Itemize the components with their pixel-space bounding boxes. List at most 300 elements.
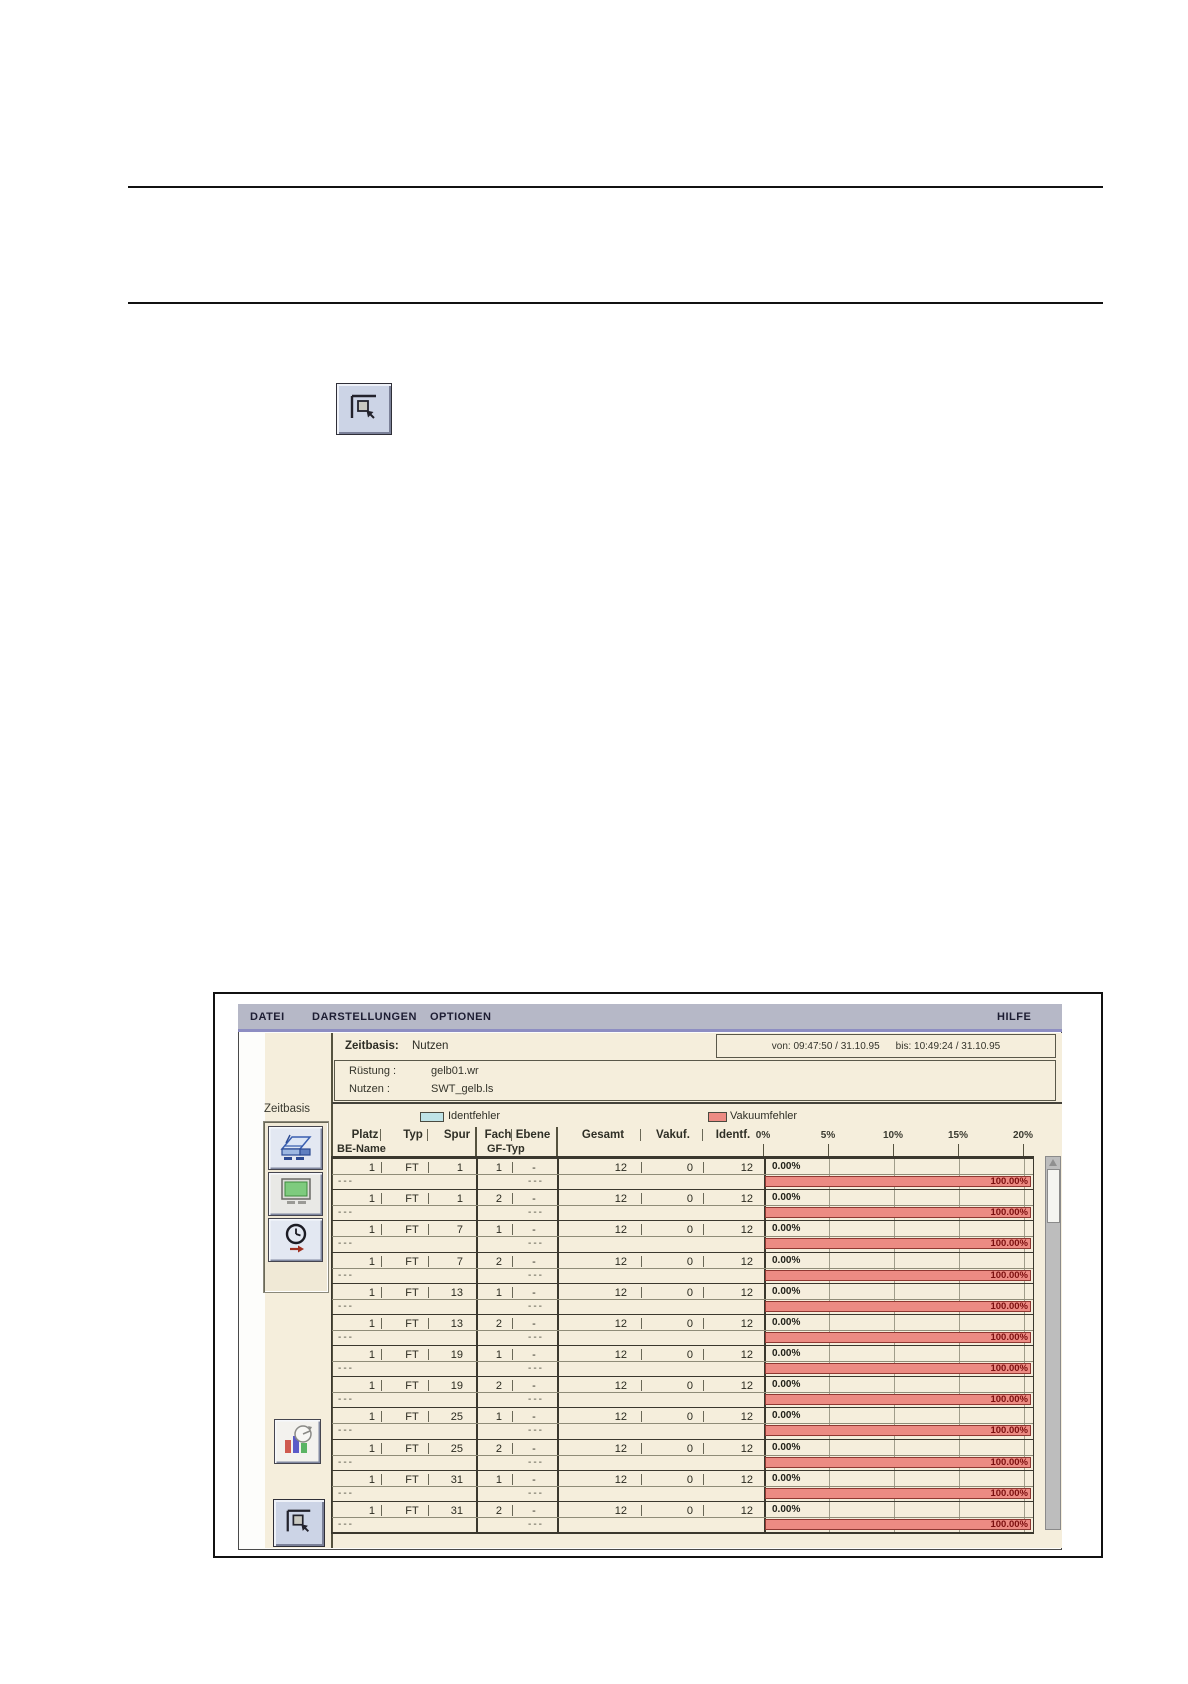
gf-typ-placeholder: ---	[528, 1176, 544, 1187]
be-name-placeholder: ---	[338, 1207, 354, 1218]
cell-platz: 1	[368, 1162, 375, 1174]
cell-pipe	[512, 1411, 513, 1422]
gf-typ-placeholder: ---	[528, 1488, 544, 1499]
cell-typ: FT	[405, 1162, 419, 1174]
menu-optionen[interactable]: OPTIONEN	[430, 1011, 492, 1023]
zeitbasis-value: Nutzen	[412, 1040, 449, 1052]
machine-icon	[276, 1129, 316, 1168]
ident-percent-label: 0.00%	[772, 1255, 801, 1266]
cell-ebene: -	[532, 1193, 536, 1205]
be-name-placeholder: ---	[338, 1425, 354, 1436]
cell-ebene: -	[532, 1474, 536, 1486]
col-gf-typ: GF-Typ	[487, 1143, 525, 1155]
gf-typ-placeholder: ---	[528, 1270, 544, 1281]
cell-pipe	[703, 1287, 704, 1298]
cell-spur: 13	[450, 1318, 463, 1330]
vakuum-bar	[765, 1176, 1031, 1187]
cell-fach: 2	[495, 1256, 502, 1268]
cell-platz: 1	[368, 1287, 375, 1299]
ident-percent-label: 0.00%	[772, 1348, 801, 1359]
timerange-von: von: 09:47:50 / 31.10.95	[771, 1040, 880, 1052]
cell-pipe	[512, 1443, 513, 1454]
cell-vakuf: 0	[686, 1411, 693, 1423]
cell-spur: 1	[456, 1193, 463, 1205]
cell-pipe	[381, 1224, 382, 1235]
cell-ebene: -	[532, 1287, 536, 1299]
cell-pipe	[428, 1411, 429, 1422]
cell-pipe	[703, 1380, 704, 1391]
axis-tick	[893, 1144, 894, 1156]
menu-darstellungen[interactable]: DARSTELLUNGEN	[312, 1011, 417, 1023]
cell-pipe	[512, 1256, 513, 1267]
gf-typ-placeholder: ---	[528, 1457, 544, 1468]
cell-ebene: -	[532, 1256, 536, 1268]
col-platz: Platz	[351, 1129, 379, 1141]
cell-typ: FT	[405, 1318, 419, 1330]
row-midline	[332, 1486, 1033, 1487]
cell-vakuf: 0	[686, 1380, 693, 1392]
cell-vakuf: 0	[686, 1349, 693, 1361]
cell-platz: 1	[368, 1380, 375, 1392]
cell-typ: FT	[405, 1443, 419, 1455]
cell-pipe	[641, 1474, 642, 1485]
cell-pipe	[381, 1287, 382, 1298]
time-view-button[interactable]	[268, 1218, 323, 1262]
cell-identf: 12	[740, 1287, 753, 1299]
cell-typ: FT	[405, 1505, 419, 1517]
row-midline	[332, 1517, 1033, 1518]
cell-pipe	[512, 1193, 513, 1204]
cell-fach: 2	[495, 1443, 502, 1455]
cell-pipe	[381, 1474, 382, 1485]
cell-pipe	[703, 1224, 704, 1235]
scrollbar-thumb[interactable]	[1047, 1169, 1060, 1223]
table-row[interactable]	[332, 1252, 1033, 1283]
row-midline	[332, 1268, 1033, 1269]
header-vline	[475, 1127, 477, 1156]
menu-hilfe[interactable]: HILFE	[997, 1011, 1032, 1023]
axis-15: 15%	[947, 1130, 968, 1141]
vakuum-percent-label: 100.00%	[990, 1206, 1028, 1218]
cell-pipe	[703, 1162, 704, 1173]
ruestung-label: Rüstung :	[349, 1065, 397, 1077]
axis-10: 10%	[882, 1130, 903, 1141]
cell-pipe	[512, 1505, 513, 1516]
cell-ebene: -	[532, 1349, 536, 1361]
col-be-name: BE-Name	[337, 1143, 386, 1155]
cell-pipe	[512, 1349, 513, 1360]
cell-pipe	[703, 1318, 704, 1329]
cell-pipe	[381, 1411, 382, 1422]
vakuum-bar	[765, 1488, 1031, 1499]
cell-gesamt: 12	[614, 1411, 627, 1423]
vakuum-bar	[765, 1425, 1031, 1436]
ident-legend-label: Identfehler	[448, 1110, 500, 1122]
cell-pipe	[381, 1162, 382, 1173]
cell-pipe	[641, 1443, 642, 1454]
cell-vakuf: 0	[686, 1193, 693, 1205]
sidebar-zeitbasis-label: Zeitbasis	[264, 1103, 311, 1115]
row-midline	[332, 1423, 1033, 1424]
cell-spur: 19	[450, 1349, 463, 1361]
header-pipe	[511, 1129, 512, 1141]
axis-tick	[958, 1144, 959, 1156]
cell-pipe	[641, 1287, 642, 1298]
cell-pipe	[641, 1224, 642, 1235]
nutzen-label: Nutzen :	[349, 1083, 390, 1095]
axis-tick	[1023, 1144, 1024, 1156]
cell-gesamt: 12	[614, 1287, 627, 1299]
cell-spur: 13	[450, 1287, 463, 1299]
cell-pipe	[641, 1162, 642, 1173]
vakuum-bar	[765, 1394, 1031, 1405]
gf-typ-placeholder: ---	[528, 1425, 544, 1436]
row-midline	[332, 1455, 1033, 1456]
cell-pipe	[512, 1318, 513, 1329]
cell-platz: 1	[368, 1349, 375, 1361]
cell-pipe	[512, 1162, 513, 1173]
bar-chart-icon	[281, 1422, 315, 1461]
cell-pipe	[428, 1162, 429, 1173]
cell-pipe	[428, 1256, 429, 1267]
cell-spur: 25	[450, 1443, 463, 1455]
cell-pipe	[641, 1349, 642, 1360]
cell-pipe	[641, 1256, 642, 1267]
cell-typ: FT	[405, 1380, 419, 1392]
monitor-icon	[278, 1176, 314, 1213]
be-name-placeholder: ---	[338, 1238, 354, 1249]
col-spur: Spur	[443, 1129, 471, 1141]
ident-percent-label: 0.00%	[772, 1410, 801, 1421]
cell-fach: 1	[495, 1162, 502, 1174]
screen-view-button[interactable]	[268, 1172, 323, 1216]
cell-fach: 1	[495, 1224, 502, 1236]
table-row[interactable]	[332, 1470, 1033, 1501]
vakuum-percent-label: 100.00%	[990, 1300, 1028, 1312]
cell-pipe	[428, 1287, 429, 1298]
zoom-select-button-sidebar[interactable]	[273, 1499, 325, 1547]
cell-pipe	[512, 1474, 513, 1485]
timerange-bis: bis: 10:49:24 / 31.10.95	[895, 1040, 1001, 1052]
vakuum-bar	[765, 1363, 1031, 1374]
be-name-placeholder: ---	[338, 1488, 354, 1499]
timerange-box	[716, 1034, 1056, 1058]
cell-pipe	[703, 1474, 704, 1485]
gf-typ-placeholder: ---	[528, 1207, 544, 1218]
cell-identf: 12	[740, 1256, 753, 1268]
cell-platz: 1	[368, 1411, 375, 1423]
cell-spur: 31	[450, 1505, 463, 1517]
cell-pipe	[703, 1256, 704, 1267]
cell-vakuf: 0	[686, 1443, 693, 1455]
cell-pipe	[641, 1193, 642, 1204]
col-typ: Typ	[403, 1129, 423, 1141]
table-row[interactable]	[332, 1189, 1033, 1220]
cell-pipe	[428, 1443, 429, 1454]
cell-platz: 1	[368, 1256, 375, 1268]
axis-tick	[828, 1144, 829, 1156]
gf-typ-placeholder: ---	[528, 1519, 544, 1530]
cell-fach: 1	[495, 1349, 502, 1361]
cell-vakuf: 0	[686, 1287, 693, 1299]
cell-vakuf: 0	[686, 1256, 693, 1268]
cell-fach: 1	[495, 1411, 502, 1423]
cell-typ: FT	[405, 1349, 419, 1361]
cell-identf: 12	[740, 1349, 753, 1361]
be-name-placeholder: ---	[338, 1270, 354, 1281]
axis-0: 0%	[755, 1130, 771, 1141]
cell-typ: FT	[405, 1193, 419, 1205]
row-midline	[332, 1392, 1033, 1393]
vakuum-bar	[765, 1332, 1031, 1343]
table-row[interactable]	[332, 1439, 1033, 1470]
ident-percent-label: 0.00%	[772, 1473, 801, 1484]
cell-ebene: -	[532, 1380, 536, 1392]
vakuum-percent-label: 100.00%	[990, 1269, 1028, 1281]
cell-gesamt: 12	[614, 1256, 627, 1268]
row-midline	[332, 1236, 1033, 1237]
ident-percent-label: 0.00%	[772, 1286, 801, 1297]
cell-pipe	[512, 1380, 513, 1391]
clock-icon	[279, 1221, 313, 1260]
cell-pipe	[381, 1349, 382, 1360]
ruestung-value: gelb01.wr	[431, 1065, 479, 1077]
cell-typ: FT	[405, 1256, 419, 1268]
vakuum-percent-label: 100.00%	[990, 1487, 1028, 1499]
vakuum-percent-label: 100.00%	[990, 1175, 1028, 1187]
cell-gesamt: 12	[614, 1349, 627, 1361]
ident-percent-label: 0.00%	[772, 1379, 801, 1390]
col-fach: Fach	[484, 1129, 512, 1141]
header-pipe	[380, 1129, 381, 1141]
cell-pipe	[381, 1318, 382, 1329]
cell-pipe	[428, 1349, 429, 1360]
cell-pipe	[641, 1318, 642, 1329]
cell-identf: 12	[740, 1411, 753, 1423]
cell-gesamt: 12	[614, 1193, 627, 1205]
cell-pipe	[641, 1411, 642, 1422]
row-midline	[332, 1205, 1033, 1206]
gf-typ-placeholder: ---	[528, 1301, 544, 1312]
vakuum-percent-label: 100.00%	[990, 1518, 1028, 1530]
be-name-placeholder: ---	[338, 1332, 354, 1343]
cell-platz: 1	[368, 1505, 375, 1517]
cell-vakuf: 0	[686, 1318, 693, 1330]
page-rule-bottom	[128, 302, 1103, 304]
cell-fach: 2	[495, 1505, 502, 1517]
vakuum-percent-label: 100.00%	[990, 1393, 1028, 1405]
cell-ebene: -	[532, 1224, 536, 1236]
vakuum-bar	[765, 1519, 1031, 1530]
cell-pipe	[381, 1380, 382, 1391]
cell-spur: 7	[456, 1224, 463, 1236]
be-name-placeholder: ---	[338, 1394, 354, 1405]
cell-fach: 2	[495, 1380, 502, 1392]
vakuum-percent-label: 100.00%	[990, 1331, 1028, 1343]
ident-percent-label: 0.00%	[772, 1317, 801, 1328]
cell-identf: 12	[740, 1380, 753, 1392]
corner-select-icon	[283, 1506, 315, 1541]
menu-datei[interactable]: DATEI	[250, 1011, 285, 1023]
cell-gesamt: 12	[614, 1162, 627, 1174]
cell-pipe	[703, 1349, 704, 1360]
cell-pipe	[428, 1505, 429, 1516]
cell-vakuf: 0	[686, 1224, 693, 1236]
cell-fach: 2	[495, 1318, 502, 1330]
cell-pipe	[641, 1505, 642, 1516]
be-name-placeholder: ---	[338, 1301, 354, 1312]
cell-ebene: -	[532, 1443, 536, 1455]
cell-ebene: -	[532, 1162, 536, 1174]
cell-platz: 1	[368, 1474, 375, 1486]
cell-pipe	[381, 1505, 382, 1516]
vakuum-percent-label: 100.00%	[990, 1456, 1028, 1468]
col-gesamt: Gesamt	[581, 1129, 625, 1141]
cell-fach: 1	[495, 1474, 502, 1486]
cell-gesamt: 12	[614, 1224, 627, 1236]
cell-pipe	[381, 1256, 382, 1267]
table-row[interactable]	[332, 1501, 1033, 1532]
cell-platz: 1	[368, 1443, 375, 1455]
axis-5: 5%	[820, 1130, 836, 1141]
scroll-up-icon[interactable]	[1049, 1159, 1057, 1166]
col-ebene: Ebene	[515, 1129, 551, 1141]
vakuum-legend-label: Vakuumfehler	[730, 1110, 798, 1122]
table-row[interactable]	[332, 1220, 1033, 1252]
cell-identf: 12	[740, 1193, 753, 1205]
cell-pipe	[703, 1411, 704, 1422]
cell-vakuf: 0	[686, 1162, 693, 1174]
axis-20: 20%	[1012, 1130, 1033, 1141]
cell-gesamt: 12	[614, 1318, 627, 1330]
cell-ebene: -	[532, 1318, 536, 1330]
cell-identf: 12	[740, 1224, 753, 1236]
cell-gesamt: 12	[614, 1505, 627, 1517]
table-row[interactable]	[332, 1407, 1033, 1439]
cell-identf: 12	[740, 1443, 753, 1455]
be-name-placeholder: ---	[338, 1176, 354, 1187]
cell-spur: 25	[450, 1411, 463, 1423]
cell-typ: FT	[405, 1287, 419, 1299]
vakuum-percent-label: 100.00%	[990, 1237, 1028, 1249]
cell-vakuf: 0	[686, 1474, 693, 1486]
cell-pipe	[428, 1474, 429, 1485]
corner-select-icon	[347, 391, 381, 428]
cell-gesamt: 12	[614, 1474, 627, 1486]
cell-spur: 19	[450, 1380, 463, 1392]
cell-identf: 12	[740, 1318, 753, 1330]
zoom-select-button[interactable]	[336, 383, 392, 435]
ident-percent-label: 0.00%	[772, 1442, 801, 1453]
ident-percent-label: 0.00%	[772, 1504, 801, 1515]
cell-pipe	[428, 1380, 429, 1391]
cell-pipe	[703, 1505, 704, 1516]
ident-percent-label: 0.00%	[772, 1192, 801, 1203]
cell-spur: 7	[456, 1256, 463, 1268]
gf-typ-placeholder: ---	[528, 1394, 544, 1405]
header-separator	[332, 1102, 1062, 1104]
be-name-placeholder: ---	[338, 1457, 354, 1468]
machine-view-button[interactable]	[268, 1126, 323, 1170]
row-midline	[332, 1299, 1033, 1300]
cell-spur: 1	[456, 1162, 463, 1174]
results-table	[331, 1156, 1034, 1534]
cell-identf: 12	[740, 1162, 753, 1174]
table-row[interactable]	[332, 1314, 1033, 1345]
header-pipe	[702, 1129, 703, 1141]
cell-pipe	[428, 1224, 429, 1235]
setup-box	[334, 1060, 1056, 1101]
table-row[interactable]	[332, 1345, 1033, 1376]
cell-gesamt: 12	[614, 1443, 627, 1455]
vakuum-bar	[765, 1457, 1031, 1468]
vakuum-bar	[765, 1207, 1031, 1218]
cell-pipe	[703, 1443, 704, 1454]
gf-typ-placeholder: ---	[528, 1363, 544, 1374]
cell-pipe	[381, 1443, 382, 1454]
zeitbasis-label: Zeitbasis:	[345, 1040, 399, 1052]
cell-identf: 12	[740, 1505, 753, 1517]
header-pipe	[640, 1129, 641, 1141]
col-vakuf: Vakuf.	[656, 1129, 690, 1141]
cell-pipe	[641, 1380, 642, 1391]
cell-pipe	[428, 1193, 429, 1204]
cell-spur: 31	[450, 1474, 463, 1486]
row-midline	[332, 1330, 1033, 1331]
cell-vakuf: 0	[686, 1505, 693, 1517]
vakuum-bar	[765, 1270, 1031, 1281]
chart-view-button[interactable]	[274, 1419, 321, 1464]
row-midline	[332, 1174, 1033, 1175]
cell-ebene: -	[532, 1411, 536, 1423]
cell-pipe	[512, 1224, 513, 1235]
cell-typ: FT	[405, 1224, 419, 1236]
cell-gesamt: 12	[614, 1380, 627, 1392]
cell-platz: 1	[368, 1193, 375, 1205]
cell-identf: 12	[740, 1474, 753, 1486]
header-pipe	[427, 1129, 428, 1141]
page-rule-top	[128, 186, 1103, 188]
cell-fach: 1	[495, 1287, 502, 1299]
ident-percent-label: 0.00%	[772, 1223, 801, 1234]
header-vline	[556, 1127, 558, 1156]
cell-typ: FT	[405, 1474, 419, 1486]
vakuum-percent-label: 100.00%	[990, 1362, 1028, 1374]
axis-tick	[763, 1144, 764, 1156]
be-name-placeholder: ---	[338, 1519, 354, 1530]
cell-pipe	[381, 1193, 382, 1204]
cell-platz: 1	[368, 1224, 375, 1236]
table-row[interactable]	[332, 1158, 1033, 1189]
row-midline	[332, 1361, 1033, 1362]
cell-ebene: -	[532, 1505, 536, 1517]
cell-pipe	[512, 1287, 513, 1298]
vakuum-bar	[765, 1238, 1031, 1249]
table-row[interactable]	[332, 1376, 1033, 1407]
gf-typ-placeholder: ---	[528, 1238, 544, 1249]
gf-typ-placeholder: ---	[528, 1332, 544, 1343]
table-row[interactable]	[332, 1283, 1033, 1314]
vakuum-percent-label: 100.00%	[990, 1424, 1028, 1436]
nutzen-value: SWT_gelb.ls	[431, 1083, 494, 1095]
vakuum-bar	[765, 1301, 1031, 1312]
ident-percent-label: 0.00%	[772, 1161, 801, 1172]
be-name-placeholder: ---	[338, 1363, 354, 1374]
cell-platz: 1	[368, 1318, 375, 1330]
cell-fach: 2	[495, 1193, 502, 1205]
cell-pipe	[428, 1318, 429, 1329]
cell-typ: FT	[405, 1411, 419, 1423]
